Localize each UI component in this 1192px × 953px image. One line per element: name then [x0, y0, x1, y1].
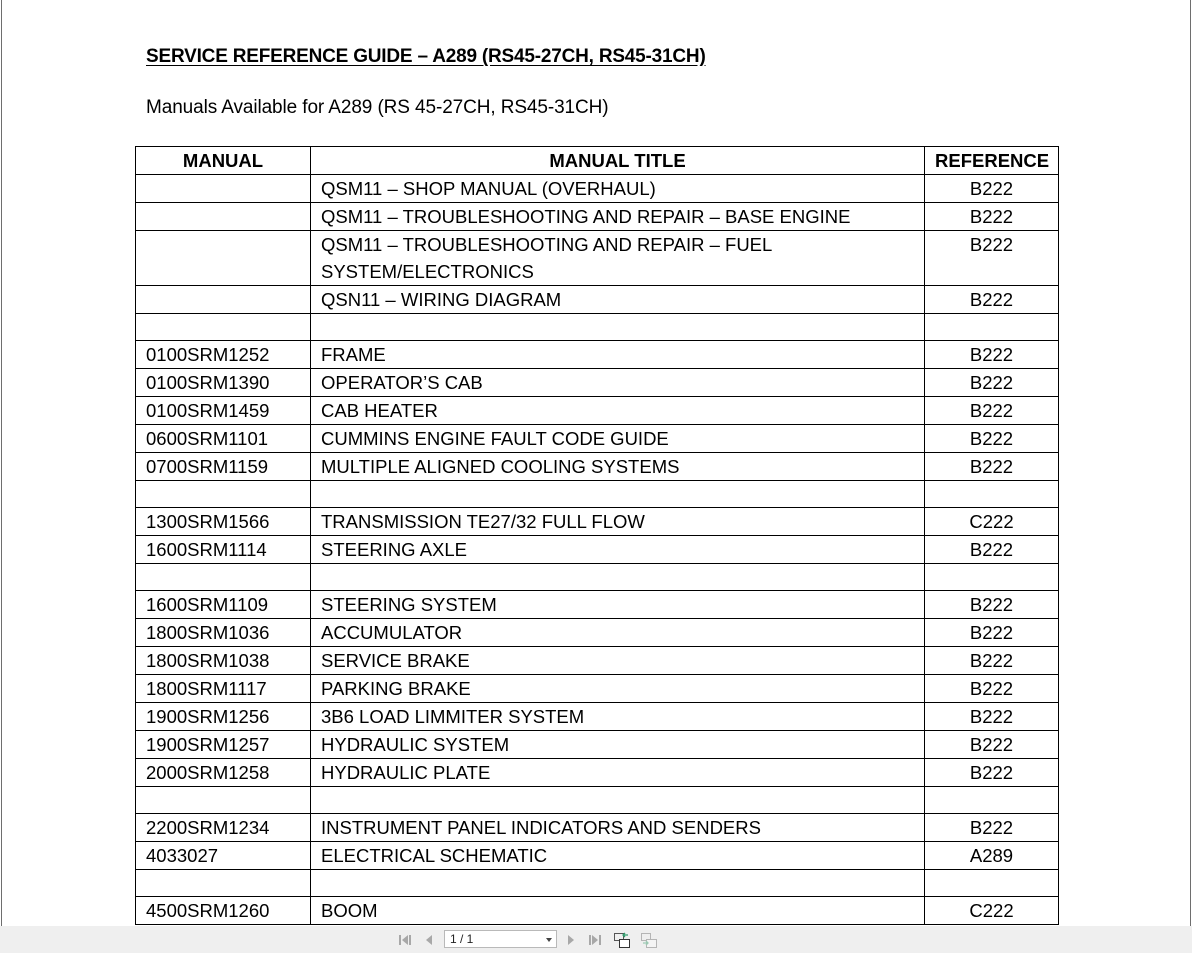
manual-title-cell: MULTIPLE ALIGNED COOLING SYSTEMS	[311, 453, 925, 481]
table-row	[136, 508, 1059, 536]
manual-number-cell: 1600SRM1114	[136, 536, 311, 564]
manual-number-cell: 1800SRM1117	[136, 675, 311, 703]
table-row	[136, 564, 1059, 591]
manual-title-cell: STEERING SYSTEM	[311, 591, 925, 619]
reference-cell: B222	[925, 591, 1059, 619]
manual-title-cell	[311, 870, 925, 897]
table-row	[136, 759, 1059, 787]
reference-cell: B222	[925, 369, 1059, 397]
manual-title-cell: SERVICE BRAKE	[311, 647, 925, 675]
manual-title-cell: QSM11 – TROUBLESHOOTING AND REPAIR – FUEL SYSTEM/ELECTRONICS	[311, 231, 925, 286]
manual-number-cell: 4500SRM1260	[136, 897, 311, 925]
reference-cell	[925, 564, 1059, 591]
manual-title-cell: INSTRUMENT PANEL INDICATORS AND SENDERS	[311, 814, 925, 842]
table-row	[136, 814, 1059, 842]
previous-page-button[interactable]	[420, 931, 438, 949]
table-row	[136, 647, 1059, 675]
reference-cell: B222	[925, 703, 1059, 731]
table-row	[136, 369, 1059, 397]
table-row	[136, 203, 1059, 231]
reference-cell: C222	[925, 897, 1059, 925]
manual-title-cell: 3B6 LOAD LIMMITER SYSTEM	[311, 703, 925, 731]
table-row	[136, 619, 1059, 647]
table-row	[136, 231, 1059, 286]
manual-title-cell: ELECTRICAL SCHEMATIC	[311, 842, 925, 870]
manual-number-cell: 0100SRM1390	[136, 369, 311, 397]
manual-title-cell	[311, 481, 925, 508]
manual-title-cell: STEERING AXLE	[311, 536, 925, 564]
manual-number-cell: 1900SRM1256	[136, 703, 311, 731]
table-row	[136, 175, 1059, 203]
first-page-button[interactable]	[396, 931, 414, 949]
reference-cell: B222	[925, 536, 1059, 564]
reference-cell: B222	[925, 814, 1059, 842]
reference-cell: B222	[925, 341, 1059, 369]
manual-number-cell	[136, 286, 311, 314]
table-row	[136, 481, 1059, 508]
manual-number-cell	[136, 787, 311, 814]
next-view-button[interactable]	[640, 931, 658, 949]
manual-number-cell: 0600SRM1101	[136, 425, 311, 453]
reference-cell: B222	[925, 231, 1059, 286]
manual-number-cell	[136, 314, 311, 341]
table-row	[136, 397, 1059, 425]
manual-number-cell: 1600SRM1109	[136, 591, 311, 619]
manual-title-cell: FRAME	[311, 341, 925, 369]
reference-cell	[925, 481, 1059, 508]
document-subtitle: Manuals Available for A289 (RS 45-27CH, RS45-31CH)	[146, 97, 609, 118]
reference-cell	[925, 314, 1059, 341]
reference-cell: B222	[925, 453, 1059, 481]
table-row	[136, 536, 1059, 564]
manuals-table	[135, 146, 1059, 925]
previous-page-icon	[423, 933, 435, 947]
table-row	[136, 842, 1059, 870]
reference-cell: B222	[925, 175, 1059, 203]
table-body	[136, 175, 1059, 925]
manual-title-cell: BOOM	[311, 897, 925, 925]
table-row	[136, 425, 1059, 453]
manual-title-cell: TRANSMISSION TE27/32 FULL FLOW	[311, 508, 925, 536]
table-row	[136, 675, 1059, 703]
page-number-select[interactable]	[444, 930, 557, 948]
manual-title-cell: HYDRAULIC PLATE	[311, 759, 925, 787]
manual-number-cell: 1300SRM1566	[136, 508, 311, 536]
next-view-icon	[640, 931, 658, 949]
reference-cell: B222	[925, 203, 1059, 231]
manual-number-cell	[136, 481, 311, 508]
table-header-row	[136, 147, 1059, 175]
last-page-button[interactable]	[586, 931, 604, 949]
manual-number-cell: 1900SRM1257	[136, 731, 311, 759]
manual-number-cell	[136, 870, 311, 897]
reference-cell: B222	[925, 647, 1059, 675]
reference-cell: B222	[925, 397, 1059, 425]
reference-cell	[925, 870, 1059, 897]
table-row	[136, 286, 1059, 314]
reference-cell: B222	[925, 286, 1059, 314]
table-row	[136, 787, 1059, 814]
table-row	[136, 314, 1059, 341]
next-page-icon	[565, 933, 577, 947]
reference-cell: B222	[925, 619, 1059, 647]
reference-cell: B222	[925, 731, 1059, 759]
table-row	[136, 731, 1059, 759]
page-number-text: 1 / 1	[450, 932, 474, 946]
reference-cell: B222	[925, 425, 1059, 453]
manual-number-cell: 0100SRM1459	[136, 397, 311, 425]
manual-number-cell: 2000SRM1258	[136, 759, 311, 787]
table-row	[136, 341, 1059, 369]
manual-number-cell: 0700SRM1159	[136, 453, 311, 481]
table-row	[136, 703, 1059, 731]
column-header-reference: REFERENCE	[925, 147, 1059, 175]
reference-cell: A289	[925, 842, 1059, 870]
page-border-left	[1, 0, 2, 926]
table-row	[136, 591, 1059, 619]
manual-title-cell: PARKING BRAKE	[311, 675, 925, 703]
reference-cell	[925, 787, 1059, 814]
chevron-down-icon	[546, 938, 552, 942]
page-border-right	[1190, 0, 1191, 926]
manual-number-cell	[136, 231, 311, 286]
next-page-button[interactable]	[562, 931, 580, 949]
manual-number-cell: 4033027	[136, 842, 311, 870]
reference-cell: B222	[925, 675, 1059, 703]
manual-number-cell: 0100SRM1252	[136, 341, 311, 369]
pdf-navigation-toolbar	[0, 926, 1192, 953]
manual-title-cell: QSM11 – TROUBLESHOOTING AND REPAIR – BASE ENGINE	[311, 203, 925, 231]
manual-title-cell: HYDRAULIC SYSTEM	[311, 731, 925, 759]
reference-cell: C222	[925, 508, 1059, 536]
manual-number-cell: 1800SRM1038	[136, 647, 311, 675]
previous-view-button[interactable]	[613, 931, 631, 949]
manual-number-cell	[136, 564, 311, 591]
column-header-manual: MANUAL	[136, 147, 311, 175]
manual-title-cell: CUMMINS ENGINE FAULT CODE GUIDE	[311, 425, 925, 453]
manual-title-cell: OPERATOR’S CAB	[311, 369, 925, 397]
table-row	[136, 453, 1059, 481]
manual-number-cell: 1800SRM1036	[136, 619, 311, 647]
reference-cell: B222	[925, 759, 1059, 787]
manual-number-cell	[136, 203, 311, 231]
manual-title-cell: QSM11 – SHOP MANUAL (OVERHAUL)	[311, 175, 925, 203]
manual-title-cell	[311, 564, 925, 591]
manual-title-cell	[311, 787, 925, 814]
table-row	[136, 870, 1059, 897]
table-row	[136, 897, 1059, 925]
column-header-manual-title: MANUAL TITLE	[311, 147, 925, 175]
last-page-icon	[587, 933, 603, 947]
document-title: SERVICE REFERENCE GUIDE – A289 (RS45-27CH, RS45-31CH)	[146, 46, 706, 67]
manual-title-cell: CAB HEATER	[311, 397, 925, 425]
previous-view-icon	[613, 931, 631, 949]
manual-title-cell: ACCUMULATOR	[311, 619, 925, 647]
first-page-icon	[397, 933, 413, 947]
manual-title-cell: QSN11 – WIRING DIAGRAM	[311, 286, 925, 314]
manual-title-cell	[311, 314, 925, 341]
manual-number-cell	[136, 175, 311, 203]
manual-number-cell: 2200SRM1234	[136, 814, 311, 842]
